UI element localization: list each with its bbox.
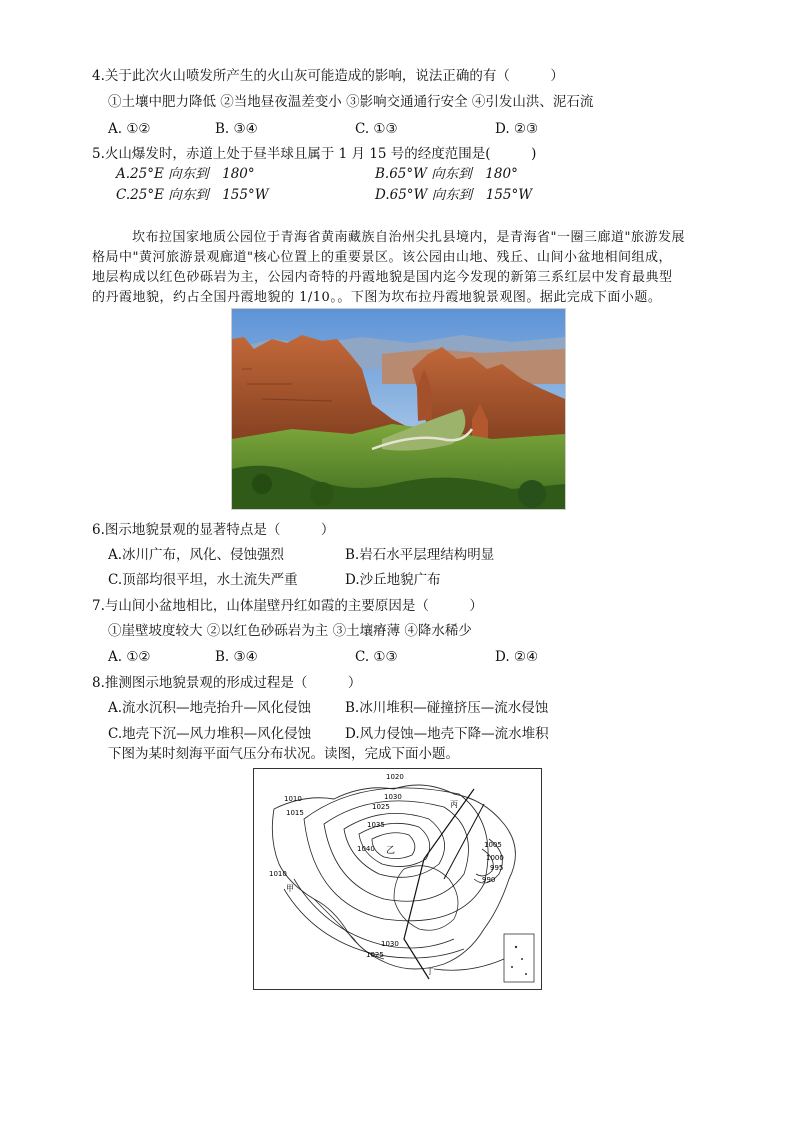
q8-option-a[interactable]: A.流水沉积—地壳抬升—风化侵蚀 (108, 700, 312, 716)
q5-option-b[interactable]: B.65°W 向东到 180° (375, 166, 518, 182)
isobar-label: 1015 (286, 809, 304, 817)
q8-option-b[interactable]: B.冰川堆积—碰撞挤压—流水侵蚀 (345, 700, 549, 716)
place-label-ding: 丁 (426, 967, 434, 976)
q4-stem: 4.关于此次火山喷发所产生的火山灰可能造成的影响，说法正确的有（ ） (92, 68, 564, 84)
q4-option-a[interactable]: A. ①② (108, 121, 151, 137)
isobar-label: 1010 (269, 870, 287, 878)
passage-line-4: 的丹霞地貌，约占全国丹霞地貌的 1/10。。下图为坎布拉丹霞地貌景观图。据此完成下面小题。 (92, 290, 662, 305)
q6-option-d[interactable]: D.沙丘地貌广布 (345, 572, 441, 588)
q7-stem: 7.与山间小盆地相比，山体崖壁丹红如霞的主要原因是（ ） (92, 598, 483, 614)
q6-stem: 6.图示地貌景观的显著特点是（ ） (92, 522, 335, 538)
isobar-label: 1030 (384, 793, 402, 801)
isobar-label: 1025 (366, 951, 384, 959)
isobar-label: 1005 (484, 841, 502, 849)
passage-line-3: 地层构成以红色砂砾岩为主，公园内奇特的丹霞地貌是国内迄今发现的新第三系红层中发育最典型 (92, 270, 673, 285)
isobar-label: 1040 (357, 845, 375, 853)
passage-line-2: 格局中"黄河旅游景观廊道"核心位置上的重要景区。该公园由山地、残丘、山间小盆地相间组成， (92, 250, 672, 265)
q7-option-b[interactable]: B. ③④ (215, 649, 258, 665)
q6-option-b[interactable]: B.岩石水平层理结构明显 (345, 547, 495, 563)
south-china-sea-inset (504, 934, 534, 982)
q8-option-d[interactable]: D.风力侵蚀—地壳下降—流水堆积 (345, 726, 549, 742)
q7-option-c[interactable]: C. ①③ (355, 649, 398, 665)
isobar-label: 1020 (386, 773, 404, 781)
q8-option-c[interactable]: C.地壳下沉—风力堆积—风化侵蚀 (108, 726, 312, 742)
q8-stem: 8.推测图示地貌景观的形成过程是（ ） (92, 675, 362, 691)
place-label-yi: 乙 (386, 846, 396, 856)
q5-option-a[interactable]: A.25°E 向东到 180° (116, 166, 255, 182)
danxia-landform-photo (231, 308, 566, 510)
q5-stem: 5.火山爆发时，赤道上处于昼半球且属于 1 月 15 号的经度范围是( ) (92, 146, 537, 162)
sea-level-pressure-map (253, 768, 542, 990)
isobar-label: 1000 (486, 854, 504, 862)
map-intro: 下图为某时刻海平面气压分布状况。读图，完成下面小题。 (108, 746, 459, 762)
q5-option-d[interactable]: D.65°W 向东到 155°W (375, 187, 533, 203)
place-label-bing: 丙 (450, 800, 458, 809)
isobar-label: 1035 (367, 821, 385, 829)
q4-statements: ①土壤中肥力降低 ②当地昼夜温差变小 ③影响交通通行安全 ④引发山洪、泥石流 (108, 94, 594, 110)
isobar-label: 990 (482, 876, 496, 884)
q7-option-d[interactable]: D. ②④ (495, 649, 539, 665)
q7-option-a[interactable]: A. ①② (108, 649, 151, 665)
q5-option-c[interactable]: C.25°E 向东到 155°W (116, 187, 269, 203)
isobar-label: 995 (490, 864, 504, 872)
q4-option-c[interactable]: C. ①③ (355, 121, 398, 137)
isobar-label: 1025 (372, 803, 390, 811)
q7-statements: ①崖壁坡度较大 ②以红色砂砾岩为主 ③土壤瘠薄 ④降水稀少 (108, 623, 472, 639)
q4-option-d[interactable]: D. ②③ (495, 121, 539, 137)
q6-option-a[interactable]: A.冰川广布，风化、侵蚀强烈 (108, 547, 285, 563)
isobar-label: 1010 (284, 795, 302, 803)
passage-line-1: 坎布拉国家地质公园位于青海省黄南藏族自治州尖扎县境内，是青海省"一圈三廊道"旅游发展 (132, 230, 685, 245)
isobar-label: 1030 (381, 940, 399, 948)
place-label-jia: 甲 (286, 884, 294, 893)
q4-option-b[interactable]: B. ③④ (215, 121, 258, 137)
q6-option-c[interactable]: C.顶部均很平坦，水土流失严重 (108, 572, 298, 588)
